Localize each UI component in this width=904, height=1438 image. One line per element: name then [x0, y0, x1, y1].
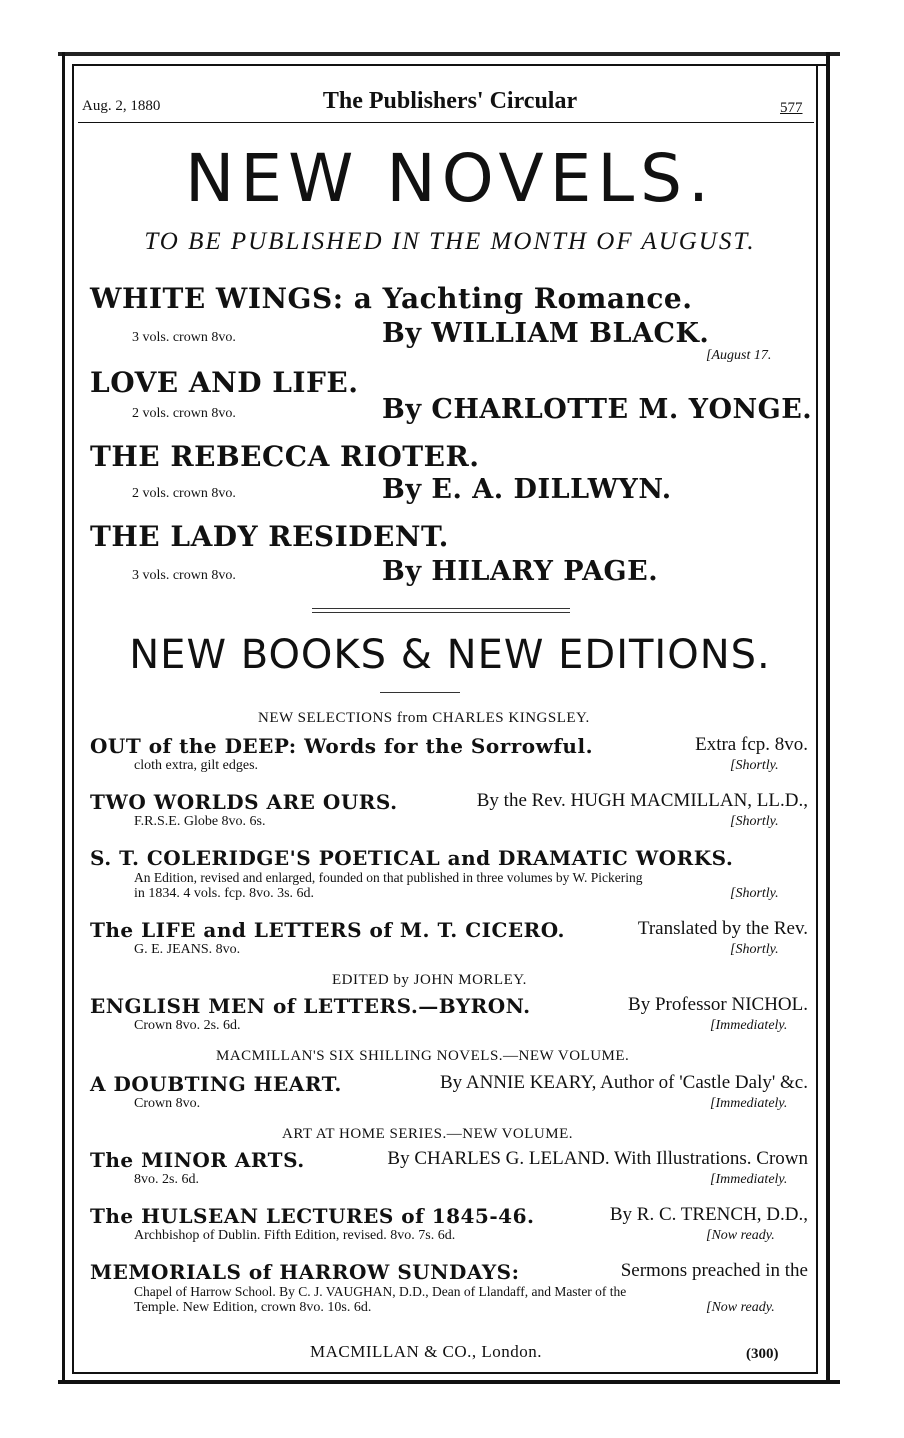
novel-title: THE LADY RESIDENT. [90, 520, 449, 553]
novel-title: THE REBECCA RIOTER. [90, 440, 480, 473]
kingsley-heading: NEW SELECTIONS from CHARLES KINGSLEY. [258, 710, 590, 726]
book-sub: 8vo. 2s. 6d. [134, 1172, 199, 1187]
novel-vols: 2 vols. crown 8vo. [132, 486, 236, 501]
book-status: [Now ready. [706, 1228, 775, 1243]
journal-title: The Publishers' Circular [322, 88, 578, 114]
book-entry [90, 846, 810, 871]
novel-author: By WILLIAM BLACK. [382, 318, 710, 349]
book-status: [Now ready. [706, 1300, 775, 1315]
book-title: S. T. COLERIDGE'S POETICAL and DRAMATIC WORKS. [90, 846, 734, 870]
bottom-border [58, 1380, 840, 1384]
book-title: The LIFE and LETTERS of M. T. CICERO. [90, 918, 565, 942]
book-detail: By R. C. TRENCH, D.D., [609, 1204, 808, 1225]
book-entry [90, 1072, 810, 1097]
novel-title: LOVE AND LIFE. [90, 366, 359, 399]
book-detail: By Professor NICHOL. [628, 994, 808, 1015]
book-status: [Shortly. [730, 814, 779, 829]
book-sub: F.R.S.E. Globe 8vo. 6s. [134, 814, 266, 829]
book-sub: Chapel of Harrow School. By C. J. VAUGHAN, D.D., Dean of Llandaff, and Master of the [134, 1284, 627, 1299]
book-detail: Sermons preached in the [620, 1260, 808, 1281]
left-border-inner [72, 64, 74, 1374]
book-title: The MINOR ARTS. [90, 1148, 305, 1172]
book-title: ENGLISH MEN of LETTERS.—BYRON. [90, 994, 531, 1018]
bottom-border-inner [72, 1372, 818, 1374]
short-divider [380, 692, 460, 693]
section-divider [312, 612, 570, 613]
right-border [826, 52, 830, 1382]
book-entry [90, 1148, 810, 1173]
shilling-heading: MACMILLAN'S SIX SHILLING NOVELS.—NEW VOLUME. [216, 1048, 630, 1064]
book-title: The HULSEAN LECTURES of 1845-46. [90, 1204, 535, 1228]
book-status: [Immediately. [710, 1096, 788, 1111]
book-status: [Shortly. [730, 942, 779, 957]
publisher-imprint: MACMILLAN & CO., London. [310, 1342, 543, 1361]
book-sub: Crown 8vo. 2s. 6d. [134, 1018, 241, 1033]
top-border-inner [72, 64, 826, 66]
novel-author: By E. A. DILLWYN. [382, 474, 672, 505]
novel-author: By HILARY PAGE. [382, 556, 659, 587]
issue-date: Aug. 2, 1880 [82, 98, 161, 114]
book-title: A DOUBTING HEART. [90, 1072, 342, 1096]
top-border [58, 52, 840, 56]
book-title: MEMORIALS of HARROW SUNDAYS: [90, 1260, 520, 1284]
book-sub: G. E. JEANS. 8vo. [134, 942, 241, 957]
book-entry [90, 1204, 810, 1229]
novel-vols: 2 vols. crown 8vo. [132, 406, 236, 421]
book-detail: By CHARLES G. LELAND. With Illustrations. Crown [387, 1148, 808, 1169]
book-status: [Shortly. [730, 886, 779, 901]
book-status: [Shortly. [730, 758, 779, 773]
novel-author: By CHARLOTTE M. YONGE. [382, 394, 813, 425]
section-divider [312, 608, 570, 609]
left-border [62, 52, 65, 1382]
book-status: [Immediately. [710, 1172, 788, 1187]
book-detail: Translated by the Rev. [637, 918, 808, 939]
book-detail: By ANNIE KEARY, Author of 'Castle Daly' &c. [439, 1072, 808, 1093]
novel-title: WHITE WINGS: a Yachting Romance. [90, 282, 693, 315]
book-detail: By the Rev. HUGH MACMILLAN, LL.D., [476, 790, 808, 811]
book-title: TWO WORLDS ARE OURS. [90, 790, 398, 814]
book-sub-2: in 1834. 4 vols. fcp. 8vo. 3s. 6d. [134, 886, 315, 901]
new-novels-heading: NEW NOVELS. [185, 140, 715, 217]
novel-date: [August 17. [706, 348, 772, 363]
novel-vols: 3 vols. crown 8vo. [132, 330, 236, 345]
book-entry [90, 734, 810, 759]
advert-number: (300) [746, 1346, 779, 1362]
right-border-inner [816, 64, 818, 1374]
book-sub: cloth extra, gilt edges. [134, 758, 259, 773]
book-entry [90, 918, 810, 943]
book-sub-2: Temple. New Edition, crown 8vo. 10s. 6d. [134, 1300, 372, 1315]
book-sub: Archbishop of Dublin. Fifth Edition, revised. 8vo. 7s. 6d. [134, 1228, 456, 1243]
book-entry [90, 994, 810, 1019]
new-books-heading: NEW BOOKS & NEW EDITIONS. [129, 632, 771, 678]
book-detail: Extra fcp. 8vo. [695, 734, 808, 755]
header-underline [78, 122, 814, 123]
page-number: 577 [780, 100, 803, 116]
book-entry [90, 1260, 810, 1285]
art-heading: ART AT HOME SERIES.—NEW VOLUME. [282, 1126, 574, 1142]
book-sub: An Edition, revised and enlarged, founded on that published in three volumes by W. Pickering [134, 870, 643, 885]
book-title: OUT of the DEEP: Words for the Sorrowful. [90, 734, 594, 758]
book-status: [Immediately. [710, 1018, 788, 1033]
book-entry [90, 790, 810, 815]
novels-subtitle: TO BE PUBLISHED IN THE MONTH OF AUGUST. [144, 228, 756, 255]
novel-vols: 3 vols. crown 8vo. [132, 568, 236, 583]
morley-heading: EDITED by JOHN MORLEY. [332, 972, 527, 988]
book-sub: Crown 8vo. [134, 1096, 201, 1111]
